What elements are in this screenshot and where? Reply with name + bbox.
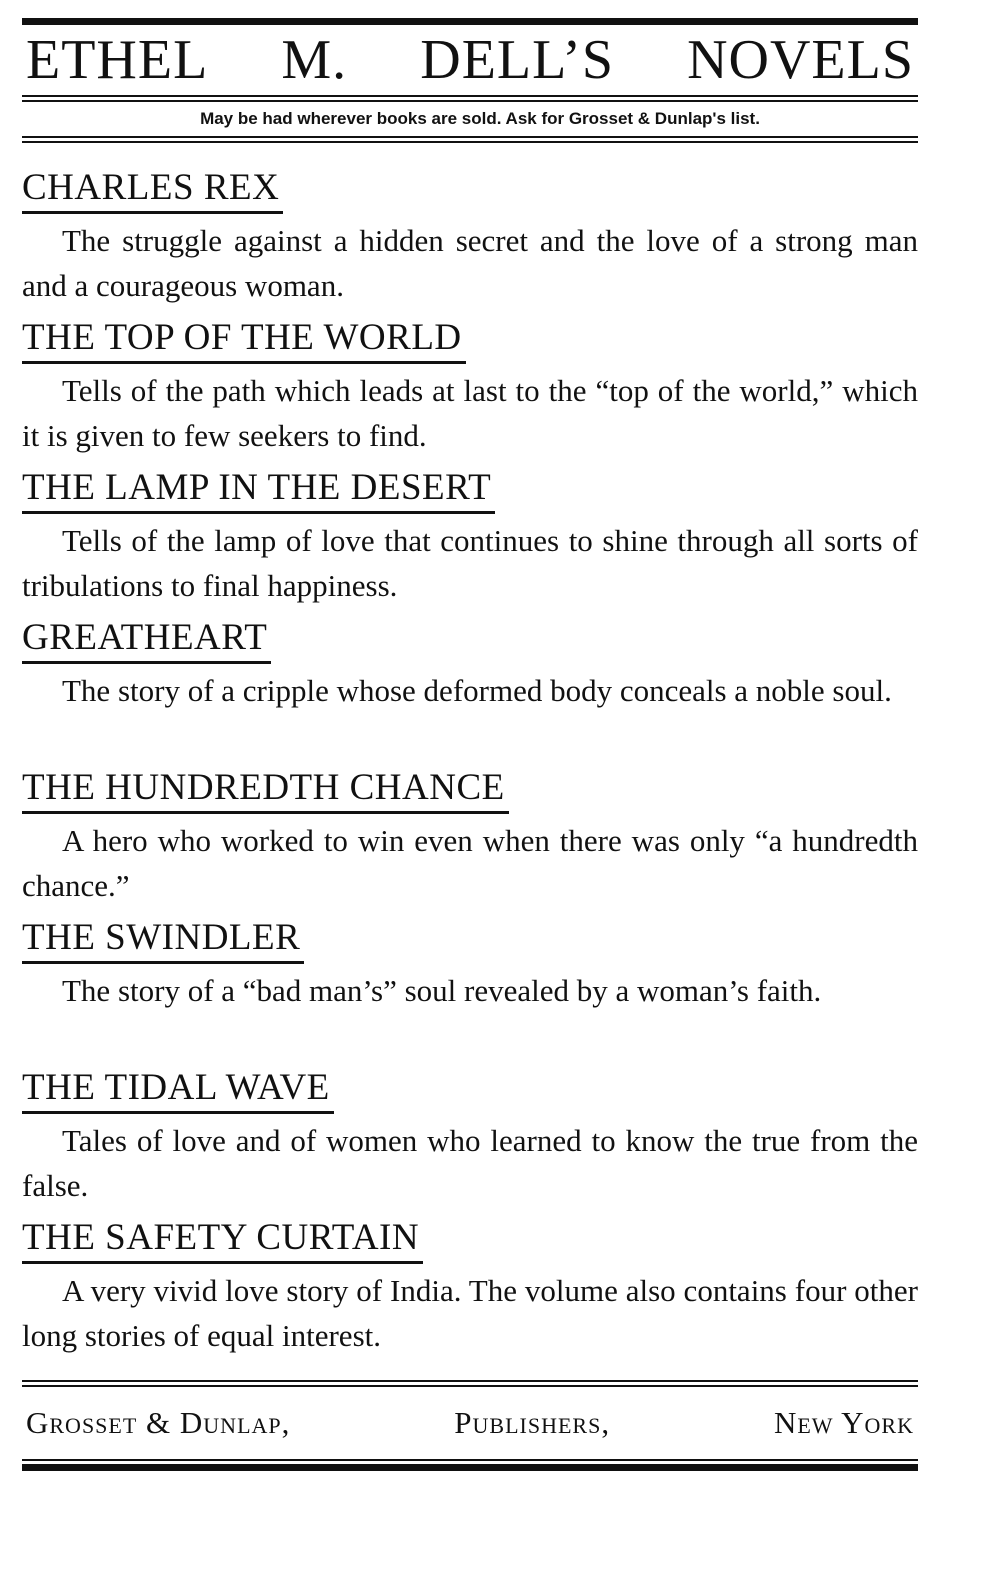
novel-description [22, 518, 918, 608]
novel-entry [22, 915, 918, 1065]
novel-entry [22, 465, 918, 615]
novel-entry [22, 1215, 918, 1365]
novel-description [22, 1118, 918, 1208]
advertisement-page [22, 18, 918, 1365]
novel-description [22, 668, 918, 713]
publisher-city: New York [773, 1405, 914, 1440]
novel-description [22, 218, 918, 308]
publisher-footer [22, 1380, 918, 1471]
title-word-2: M. [281, 29, 348, 91]
novel-title: THE SAFETY CURTAIN [22, 1215, 423, 1264]
novel-title: CHARLES REX [22, 165, 283, 214]
title-word-1: ETHEL [26, 29, 209, 91]
novel-description [22, 818, 918, 908]
novel-title: GREATHEART [22, 615, 271, 664]
title-word-4: NOVELS [687, 29, 914, 91]
novel-entry [22, 1065, 918, 1215]
novel-description [22, 968, 918, 1013]
novel-description-text: The story of a cripple whose deformed body conceals a noble soul. [62, 673, 892, 708]
novel-description [22, 1268, 918, 1358]
publisher-role: Publishers, [454, 1405, 611, 1440]
novel-entry [22, 765, 918, 915]
bottom-thick-rule [22, 1464, 918, 1471]
novel-description-text: A very vivid love story of India. The volume also contains four other long stories of equal interest. [22, 1273, 918, 1353]
novel-description [22, 368, 918, 458]
title-word-3: DELL’S [420, 29, 614, 91]
novel-title: THE TOP OF THE WORLD [22, 315, 466, 364]
novel-description-text: The story of a “bad man’s” soul revealed by a woman’s faith. [62, 973, 822, 1008]
novel-description-text: Tells of the path which leads at last to the “top of the world,” which it is given to few seekers to find. [22, 373, 918, 453]
page-title [22, 25, 918, 95]
novel-title: THE SWINDLER [22, 915, 304, 964]
novel-title: THE LAMP IN THE DESERT [22, 465, 495, 514]
tagline: May be had wherever books are sold. Ask for Grosset & Dunlap's list. [200, 109, 760, 128]
publisher-name: Grosset & Dunlap, [26, 1405, 291, 1440]
novel-list [22, 165, 918, 1365]
novel-title: THE TIDAL WAVE [22, 1065, 334, 1114]
novel-description-text: Tells of the lamp of love that continues to shine through all sorts of tribulations to final happiness. [22, 523, 918, 603]
novel-entry [22, 615, 918, 765]
novel-entry [22, 315, 918, 465]
novel-description-text: Tales of love and of women who learned to know the true from the false. [22, 1123, 918, 1203]
novel-entry [22, 165, 918, 315]
top-thick-rule [22, 18, 918, 25]
tagline-rule-2 [22, 141, 918, 143]
publisher-line [22, 1387, 918, 1459]
novel-description-text: The struggle against a hidden secret and the love of a strong man and a courageous woman. [22, 223, 918, 303]
novel-title: THE HUNDREDTH CHANCE [22, 765, 509, 814]
novel-description-text: A hero who worked to win even when there was only “a hundredth chance.” [22, 823, 918, 903]
